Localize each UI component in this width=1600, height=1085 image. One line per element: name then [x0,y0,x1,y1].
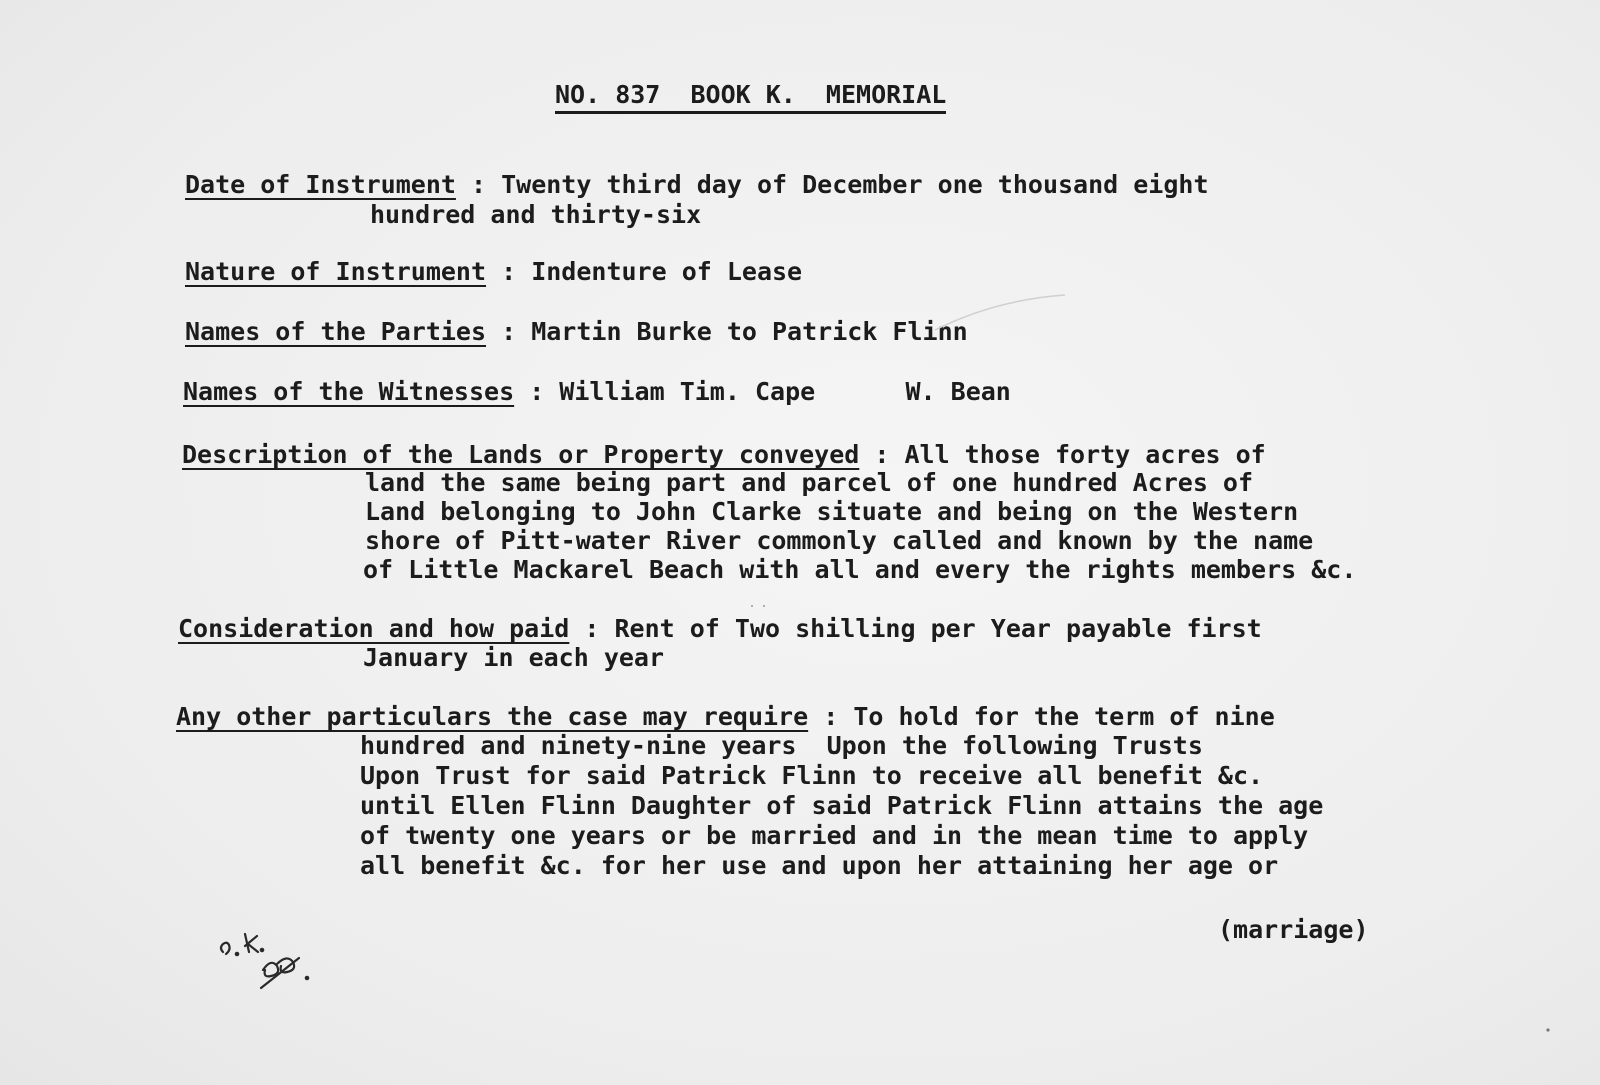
other-line-6: all benefit &c. for her use and upon her attaining her age or [360,851,1279,880]
handwritten-mark [215,920,325,1000]
date-row: Date of Instrument : Twenty third day of December one thousand eight [185,170,1209,199]
witness-2: W. Bean [905,377,1011,406]
other-line-1: To hold for the term of nine [853,702,1275,731]
date-value-line-1: Twenty third day of December one thousand eight [501,170,1209,199]
date-label: Date of Instrument [185,170,456,199]
other-line-3: Upon Trust for said Patrick Flinn to receive all benefit &c. [360,761,1264,790]
description-label: Description of the Lands or Property conveyed [182,440,860,469]
witnesses-row: Names of the Witnesses : William Tim. Cape W. Bean [183,377,1011,406]
nature-value: Indenture of Lease [531,257,803,286]
other-label: Any other particulars the case may require [176,702,809,731]
description-line-5: of Little Mackarel Beach with all and every the rights members &c. [363,555,1357,584]
consideration-line-1: Rent of Two shilling per Year payable first [614,614,1262,643]
other-line-2: hundred and ninety-nine years Upon the following Trusts [360,731,1203,760]
other-row: Any other particulars the case may require : To hold for the term of nine [176,702,1275,731]
consideration-row: Consideration and how paid : Rent of Two shilling per Year payable first [178,614,1262,643]
consideration-label: Consideration and how paid [178,614,570,643]
catchword: (marriage) [1218,915,1369,944]
other-line-4: until Ellen Flinn Daughter of said Patrick Flinn attains the age [360,791,1324,820]
parties-value: Martin Burke to Patrick Flinn [531,317,968,346]
witness-1: William Tim. Cape [559,377,816,406]
nature-row: Nature of Instrument : Indenture of Lease [185,257,803,286]
document-heading: NO. 837 BOOK K. MEMORIAL [555,80,946,114]
witnesses-label: Names of the Witnesses [183,377,515,406]
description-line-1: All those forty acres of [904,440,1266,469]
description-line-3: Land belonging to John Clarke situate and being on the Western [365,497,1299,526]
description-line-2: land the same being part and parcel of one hundred Acres of [365,468,1254,497]
date-value-line-2: hundred and thirty-six [370,200,702,229]
parties-row: Names of the Parties : Martin Burke to Patrick Flinn [185,317,968,346]
description-row: Description of the Lands or Property conveyed : All those forty acres of [182,440,1266,469]
consideration-line-2: January in each year [363,643,665,672]
other-line-5: of twenty one years or be married and in the mean time to apply [360,821,1309,850]
description-line-4: shore of Pitt-water River commonly called and known by the name [365,526,1314,555]
nature-label: Nature of Instrument [185,257,487,286]
parties-label: Names of the Parties [185,317,487,346]
